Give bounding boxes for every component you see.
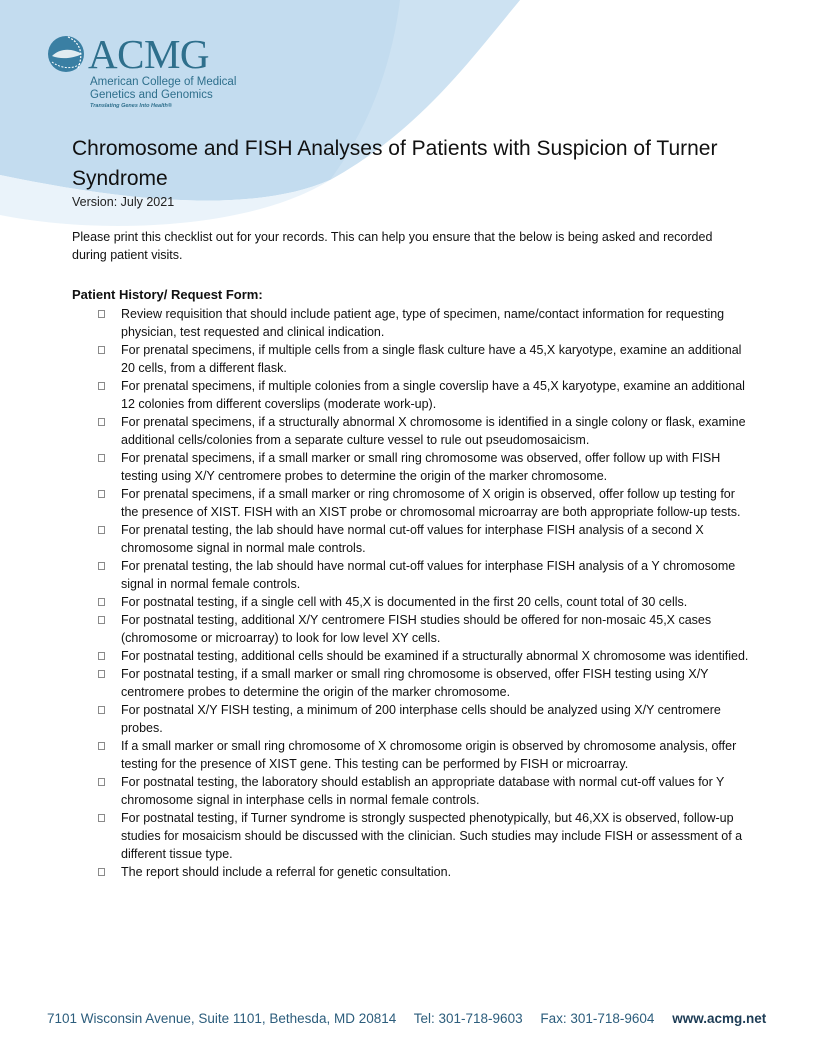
- checklist-item: [72, 449, 752, 485]
- logo-acronym: ACMG: [88, 31, 210, 77]
- checkbox-icon[interactable]: [98, 652, 105, 660]
- checklist-item-text: For postnatal testing, if a small marker or small ring chromosome is observed, offer FISH testing using X/Y centromere probes to determine the origin of the marker chromosome.: [121, 667, 709, 699]
- checklist-item: [72, 647, 752, 665]
- checklist-item: [72, 863, 752, 881]
- footer: [47, 1011, 766, 1026]
- checklist-item-text: For prenatal specimens, if multiple cells from a single flask culture have a 45,X karyotype, examine an additional 20 cells, from a different flask.: [121, 343, 742, 375]
- checkbox-icon[interactable]: [98, 490, 105, 498]
- checklist-item: [72, 701, 752, 737]
- checklist-item-text: Review requisition that should include patient age, type of specimen, name/contact information for requesting physician, test requested and clinical indication.: [121, 307, 725, 339]
- checkbox-icon[interactable]: [98, 598, 105, 606]
- checklist-item-text: For postnatal testing, additional X/Y centromere FISH studies should be offered for non-mosaic 45,X cases (chromosome or microarray) to look for low level XY cells.: [121, 613, 712, 645]
- checklist-item: [72, 341, 752, 377]
- checkbox-icon[interactable]: [98, 706, 105, 714]
- checklist-item: [72, 809, 752, 863]
- checkbox-icon[interactable]: [98, 562, 105, 570]
- checklist: [72, 305, 752, 881]
- document-version: Version: July 2021: [72, 195, 175, 209]
- checkbox-icon[interactable]: [98, 454, 105, 462]
- checklist-item: [72, 773, 752, 809]
- document-body: [72, 134, 752, 881]
- checklist-item: [72, 521, 752, 557]
- intro-paragraph: Please print this checklist out for your records. This can help you ensure that the below is being asked and recorded during patient visits.: [72, 230, 713, 262]
- checklist-item-text: For prenatal specimens, if multiple colonies from a single coverslip have a 45,X karyotype, examine an additional 12 colonies from different coverslips (moderate work-up).: [121, 379, 745, 411]
- footer-fax: Fax: 301-718-9604: [540, 1011, 655, 1026]
- checkbox-icon[interactable]: [98, 418, 105, 426]
- dna-globe-icon: [46, 34, 90, 74]
- checklist-item-text: For postnatal testing, additional cells should be examined if a structurally abnormal X chromosome was identified.: [121, 649, 749, 663]
- logo-name-line1: American College of Medical: [90, 76, 237, 88]
- logo-tagline: Translating Genes Into Health®: [90, 103, 172, 109]
- checklist-item-text: For prenatal testing, the lab should have normal cut-off values for interphase FISH analysis of a second X chromosome signal in normal male controls.: [121, 523, 704, 555]
- checkbox-icon[interactable]: [98, 310, 105, 318]
- footer-address: 7101 Wisconsin Avenue, Suite 1101, Bethesda, MD 20814: [47, 1011, 397, 1026]
- checklist-item: [72, 413, 752, 449]
- document-title: Chromosome and FISH Analyses of Patients with Suspicion of Turner Syndrome: [72, 137, 718, 190]
- checklist-item-text: For prenatal specimens, if a small marker or small ring chromosome was observed, offer follow up with FISH testing using X/Y centromere probes to determine the origin of the marker chromosome.: [121, 451, 721, 483]
- checklist-item-text: For postnatal testing, if Turner syndrome is strongly suspected phenotypically, but 46,XX is observed, follow-up studies for mosaicism should be discussed with the clinician. Such studies may include FISH or assessment of a different tissue type.: [121, 811, 743, 861]
- checkbox-icon[interactable]: [98, 382, 105, 390]
- checklist-item: [72, 611, 752, 647]
- checklist-item-text: For postnatal X/Y FISH testing, a minimum of 200 interphase cells should be analyzed using X/Y centromere probes.: [121, 703, 721, 735]
- checklist-item-text: The report should include a referral for genetic consultation.: [121, 865, 452, 879]
- checklist-item-text: For prenatal testing, the lab should have normal cut-off values for interphase FISH analysis of a Y chromosome signal in normal female controls.: [121, 559, 736, 591]
- checklist-item: [72, 305, 752, 341]
- logo-organization-name: [90, 76, 290, 102]
- checklist-item-text: For prenatal specimens, if a structurally abnormal X chromosome is identified in a single colony or flask, examine additional cells/colonies from a separate culture vessel to rule out pseudomosaicism.: [121, 415, 746, 447]
- checklist-item: [72, 593, 752, 611]
- checkbox-icon[interactable]: [98, 526, 105, 534]
- checklist-item-text: For prenatal specimens, if a small marker or ring chromosome of X origin is observed, offer follow up testing for the presence of XIST. FISH with an XIST probe or chromosomal microarray are both appropriate follow-up tests.: [121, 487, 741, 519]
- checklist-item: [72, 485, 752, 521]
- checklist-item: [72, 737, 752, 773]
- checklist-item: [72, 377, 752, 413]
- checklist-item-text: If a small marker or small ring chromosome of X chromosome origin is observed by chromosome analysis, offer testing for the presence of XIST gene. This testing can be performed by FISH or microarray.: [121, 739, 737, 771]
- checklist-item: [72, 665, 752, 701]
- section-heading: Patient History/ Request Form:: [72, 287, 263, 302]
- checklist-item-text: For postnatal testing, if a single cell with 45,X is documented in the first 20 cells, count total of 30 cells.: [121, 595, 688, 609]
- logo-name-line2: Genetics and Genomics: [90, 89, 213, 101]
- checkbox-icon[interactable]: [98, 814, 105, 822]
- checkbox-icon[interactable]: [98, 742, 105, 750]
- checklist-item: [72, 557, 752, 593]
- checkbox-icon[interactable]: [98, 670, 105, 678]
- checklist-item-text: For postnatal testing, the laboratory should establish an appropriate database with normal cut-off values for Y chromosome signal in interphase cells in normal female controls.: [121, 775, 725, 807]
- footer-tel: Tel: 301-718-9603: [413, 1011, 523, 1026]
- footer-website-link[interactable]: www.acmg.net: [672, 1011, 767, 1026]
- checkbox-icon[interactable]: [98, 616, 105, 624]
- checkbox-icon[interactable]: [98, 868, 105, 876]
- checkbox-icon[interactable]: [98, 778, 105, 786]
- checkbox-icon[interactable]: [98, 346, 105, 354]
